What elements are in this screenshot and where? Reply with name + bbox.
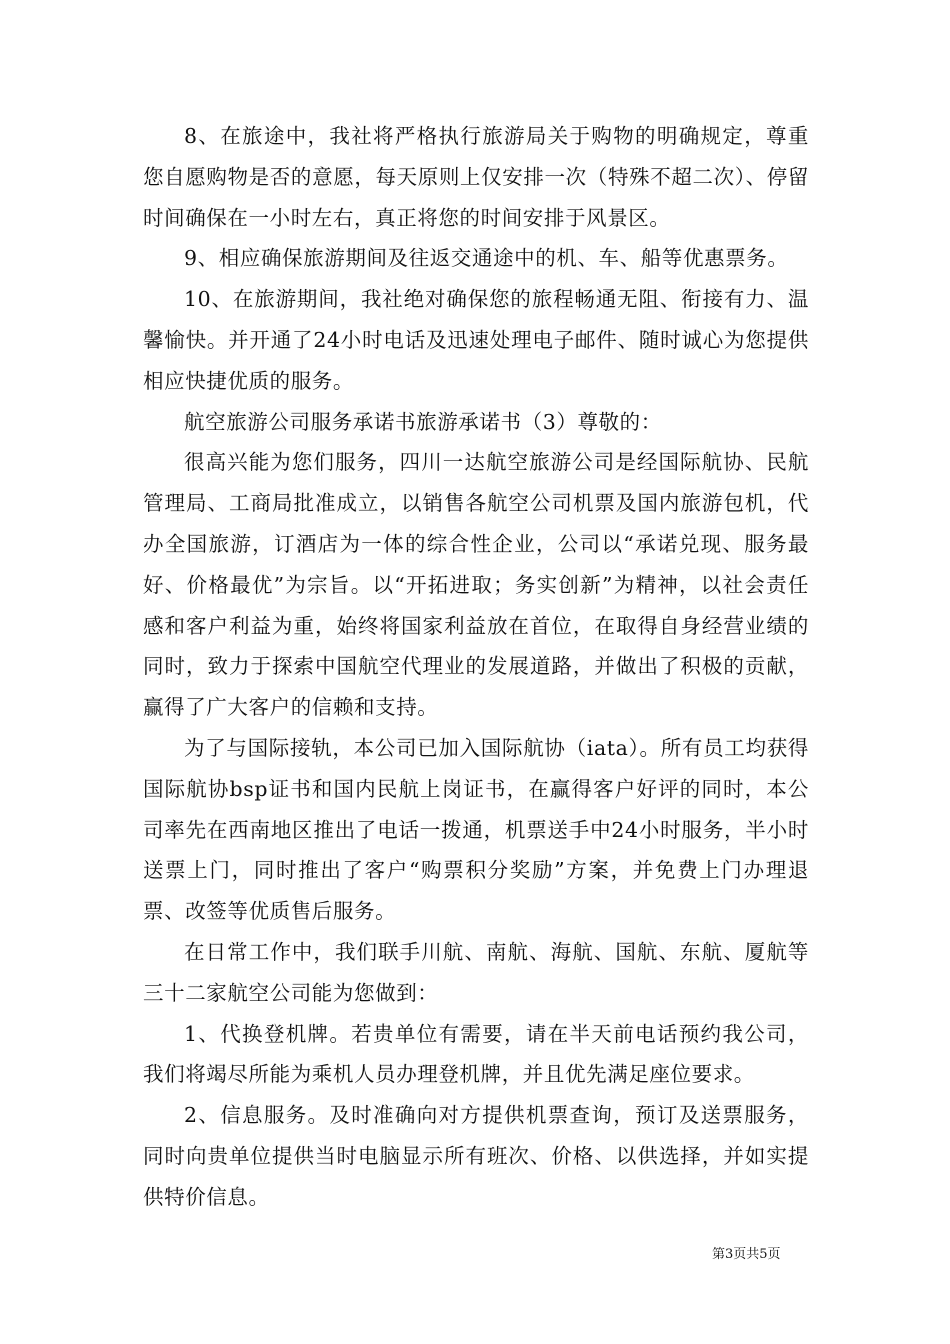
paragraph-iata: 为了与国际接轨，本公司已加入国际航协（iata）。所有员工均获得国际航协bsp证书和国内民航上岗证书，在赢得客户好评的同时，本公司率先在西南地区推出了电话一拨通，机票送手中24小时服务，半小时送票上门，同时推出了客户“购票积分奖励”方案，并免费上门办理退票、改签等优质售后服务。 bbox=[143, 735, 809, 924]
paragraph-item-9-tickets: 9、相应确保旅游期间及往返交通途中的机、车、船等优惠票务。 bbox=[184, 246, 789, 271]
page-number: 第3页共5页 bbox=[712, 1247, 781, 1262]
section-heading: 航空旅游公司服务承诺书旅游承诺书（3）尊敬的： bbox=[184, 409, 662, 434]
paragraph-company-intro: 很高兴能为您们服务，四川一达航空旅游公司是经国际航协、民航管理局、工商局批准成立，以销售各航空公司机票及国内旅游包机，代办全国旅游，订酒店为一体的综合性企业，公司以“承诺兑现、服务最好、价格最优”为宗旨。以“开拓进取；务实创新”为精神，以社会责任感和客户利益为重，始终将国家利益放在首位，在取得自身经营业绩的同时，致力于探索中国航空代理业的发展道路，并做出了积极的贡献，赢得了广大客户的信赖和支持。 bbox=[143, 450, 809, 720]
paragraph-item-10-service: 10、在旅游期间，我社绝对确保您的旅程畅通无阻、衔接有力、温馨愉快。并开通了24小时电话及迅速处理电子邮件、随时诚心为您提供相应快捷优质的服务。 bbox=[143, 287, 809, 393]
paragraph-daily-work: 在日常工作中，我们联手川航、南航、海航、国航、东航、厦航等三十二家航空公司能为您做到： bbox=[143, 939, 809, 1005]
document-body bbox=[143, 116, 809, 1218]
paragraph-boarding-pass: 1、代换登机牌。若贵单位有需要，请在半天前电话预约我公司，我们将竭尽所能为乘机人员办理登机牌，并且优先满足座位要求。 bbox=[143, 1021, 809, 1087]
paragraph-info-service: 2、信息服务。及时准确向对方提供机票查询，预订及送票服务，同时向贵单位提供当时电脑显示所有班次、价格、以供选择，并如实提供特价信息。 bbox=[143, 1103, 809, 1209]
paragraph-item-8-shopping: 8、在旅途中，我社将严格执行旅游局关于购物的明确规定，尊重您自愿购物是否的意愿，每天原则上仅安排一次（特殊不超二次）、停留时间确保在一小时左右，真正将您的时间安排于风景区。 bbox=[143, 124, 809, 230]
